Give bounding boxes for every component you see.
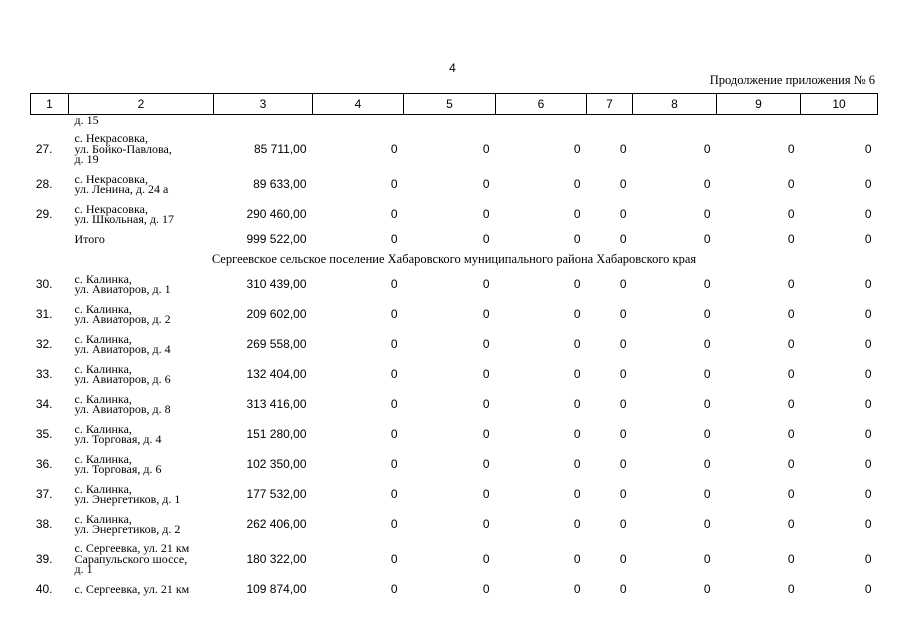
value-cell: 0 (482, 276, 490, 291)
address-line: с. Калинка, (74, 421, 132, 436)
value-cell: 0 (787, 396, 795, 411)
column-header: 1 (31, 94, 69, 115)
value-cell: 0 (573, 336, 581, 351)
address-cell (69, 539, 214, 579)
value-cell: 0 (482, 551, 490, 566)
cost-cell: 313 416,00 (246, 396, 307, 411)
address-line: ул. Авиаторов, д. 2 (74, 312, 171, 326)
column-header: 8 (633, 94, 717, 115)
address-line: ул. Школьная, д. 17 (74, 212, 174, 226)
table-row (31, 509, 878, 539)
address-line: с. Сергеевка, ул. 21 км (74, 581, 190, 596)
value-cell: 0 (390, 276, 398, 291)
value-cell: 0 (864, 176, 872, 191)
row-number: 33. (35, 366, 53, 381)
value-cell: 0 (787, 456, 795, 471)
value-cell: 0 (864, 551, 872, 566)
column-header: 5 (404, 94, 496, 115)
value-cell: 0 (390, 486, 398, 501)
cost-cell: 310 439,00 (246, 276, 307, 291)
value-cell: 0 (864, 486, 872, 501)
value-cell: 0 (703, 581, 711, 596)
total-value-cell: 0 (619, 231, 627, 246)
value-cell: 0 (390, 456, 398, 471)
table-row (31, 579, 878, 599)
value-cell: 0 (864, 336, 872, 351)
value-cell: 0 (703, 336, 711, 351)
value-cell: 0 (619, 396, 627, 411)
value-cell: 0 (573, 551, 581, 566)
value-cell: 0 (864, 456, 872, 471)
total-value-cell: 0 (864, 231, 872, 246)
address-line: д. 19 (74, 152, 99, 167)
value-cell: 0 (864, 396, 872, 411)
value-cell: 0 (703, 306, 711, 321)
address-line: с. Калинка, (74, 451, 132, 466)
value-cell: 0 (787, 176, 795, 191)
value-cell: 0 (482, 336, 490, 351)
table-row (31, 389, 878, 419)
address-line: с. Калинка, (74, 271, 132, 286)
address-line: ул. Энергетиков, д. 1 (74, 492, 181, 506)
table-row (31, 419, 878, 449)
column-header: 6 (496, 94, 587, 115)
row-number: 36. (35, 456, 53, 471)
total-value-cell: 0 (482, 231, 490, 246)
table-row (31, 129, 878, 169)
address-line: ул. Ленина, д. 24 а (74, 182, 169, 196)
cost-cell: 89 633,00 (253, 176, 307, 191)
cost-cell: 132 404,00 (246, 366, 307, 381)
cost-cell: 180 322,00 (246, 551, 307, 566)
value-cell: 0 (482, 456, 490, 471)
value-cell: 0 (787, 276, 795, 291)
column-header: 4 (313, 94, 404, 115)
address-line: с. Некрасовка, (74, 201, 148, 216)
value-cell: 0 (787, 306, 795, 321)
value-cell: 0 (482, 366, 490, 381)
value-cell: 0 (573, 486, 581, 501)
value-cell: 0 (787, 366, 795, 381)
value-cell: 0 (619, 336, 627, 351)
value-cell: 0 (390, 336, 398, 351)
value-cell: 0 (482, 396, 490, 411)
value-cell: 0 (787, 516, 795, 531)
value-cell: 0 (787, 581, 795, 596)
page-number: 4 (449, 61, 456, 75)
address-cell (69, 299, 214, 329)
continued-row (31, 115, 878, 130)
value-cell: 0 (703, 456, 711, 471)
value-cell: 0 (619, 206, 627, 221)
address-line: ул. Торговая, д. 6 (74, 462, 162, 476)
table-row (31, 299, 878, 329)
value-cell: 0 (864, 366, 872, 381)
value-cell: 0 (573, 426, 581, 441)
row-number: 34. (35, 396, 53, 411)
value-cell: 0 (619, 426, 627, 441)
value-cell: 0 (573, 306, 581, 321)
value-cell: 0 (619, 581, 627, 596)
total-label: Итого (74, 231, 105, 246)
continuation-title: Продолжение приложения № 6 (709, 73, 875, 87)
value-cell: 0 (482, 486, 490, 501)
address-line: ул. Торговая, д. 4 (74, 432, 162, 446)
row-number: 29. (35, 206, 53, 221)
address-cell (69, 359, 214, 389)
address-cell (69, 579, 214, 599)
value-cell: 0 (787, 426, 795, 441)
cost-cell: 177 532,00 (246, 486, 307, 501)
total-row (31, 229, 878, 249)
address-line: с. Некрасовка, (74, 131, 148, 146)
value-cell: 0 (573, 141, 581, 156)
value-cell: 0 (787, 336, 795, 351)
row-number: 28. (35, 176, 53, 191)
value-cell: 0 (703, 206, 711, 221)
value-cell: 0 (619, 456, 627, 471)
total-value-cell: 0 (390, 231, 398, 246)
cost-cell: 151 280,00 (246, 426, 307, 441)
cost-cell: 290 460,00 (246, 206, 307, 221)
value-cell: 0 (787, 141, 795, 156)
row-number: 40. (35, 581, 53, 596)
value-cell: 0 (573, 456, 581, 471)
address-line: ул. Авиаторов, д. 1 (74, 282, 171, 296)
address-line: с. Калинка, (74, 331, 132, 346)
value-cell: 0 (482, 141, 490, 156)
value-cell: 0 (703, 551, 711, 566)
value-cell: 0 (703, 486, 711, 501)
total-cost-cell: 999 522,00 (246, 231, 307, 246)
value-cell: 0 (482, 176, 490, 191)
value-cell: 0 (619, 366, 627, 381)
address-cell (69, 129, 214, 169)
allocation-table (30, 93, 878, 599)
value-cell: 0 (619, 276, 627, 291)
address-cell (69, 169, 214, 199)
value-cell: 0 (390, 516, 398, 531)
value-cell: 0 (482, 516, 490, 531)
value-cell: 0 (787, 206, 795, 221)
value-cell: 0 (573, 276, 581, 291)
address-line: ул. Авиаторов, д. 6 (74, 372, 171, 386)
column-header: 2 (69, 94, 214, 115)
address-cell (69, 389, 214, 419)
table-row (31, 359, 878, 389)
address-line: с. Калинка, (74, 481, 132, 496)
value-cell: 0 (390, 396, 398, 411)
value-cell: 0 (703, 141, 711, 156)
row-number: 31. (35, 306, 53, 321)
value-cell: 0 (573, 206, 581, 221)
row-number: 38. (35, 516, 53, 531)
address-line: ул. Энергетиков, д. 2 (74, 522, 181, 536)
value-cell: 0 (390, 426, 398, 441)
address-cell (69, 449, 214, 479)
table-row (31, 329, 878, 359)
address-line: с. Калинка, (74, 511, 132, 526)
value-cell: 0 (864, 141, 872, 156)
value-cell: 0 (864, 206, 872, 221)
value-cell: 0 (573, 396, 581, 411)
value-cell: 0 (787, 486, 795, 501)
value-cell: 0 (787, 551, 795, 566)
value-cell: 0 (864, 306, 872, 321)
table-row (31, 539, 878, 579)
continued-address: д. 15 (74, 113, 99, 127)
value-cell: 0 (703, 366, 711, 381)
value-cell: 0 (390, 366, 398, 381)
table-row (31, 449, 878, 479)
value-cell: 0 (482, 426, 490, 441)
cost-cell: 269 558,00 (246, 336, 307, 351)
value-cell: 0 (390, 581, 398, 596)
row-number: 35. (35, 426, 53, 441)
address-line: с. Калинка, (74, 391, 132, 406)
value-cell: 0 (573, 176, 581, 191)
value-cell: 0 (573, 516, 581, 531)
total-value-cell: 0 (703, 231, 711, 246)
value-cell: 0 (390, 306, 398, 321)
value-cell: 0 (573, 366, 581, 381)
value-cell: 0 (864, 276, 872, 291)
address-line: с. Некрасовка, (74, 171, 148, 186)
address-line: с. Сергеевка, ул. 21 км (74, 541, 190, 556)
column-header: 10 (801, 94, 878, 115)
column-number-header (31, 94, 878, 115)
total-value-cell: 0 (573, 231, 581, 246)
address-line: Сарапульского шоссе, (74, 551, 188, 566)
row-number: 39. (35, 551, 53, 566)
cost-cell: 109 874,00 (246, 581, 307, 596)
value-cell: 0 (619, 141, 627, 156)
address-line: д. 1 (74, 562, 93, 577)
total-value-cell: 0 (787, 231, 795, 246)
table-row (31, 479, 878, 509)
address-line: ул. Бойко-Павлова, (74, 141, 172, 156)
address-line: ул. Авиаторов, д. 4 (74, 342, 171, 356)
value-cell: 0 (482, 581, 490, 596)
value-cell: 0 (703, 516, 711, 531)
address-line: с. Калинка, (74, 301, 132, 316)
address-cell (69, 329, 214, 359)
section-row (31, 249, 878, 269)
value-cell: 0 (390, 206, 398, 221)
address-cell (69, 479, 214, 509)
row-number: 30. (35, 276, 53, 291)
cost-cell: 102 350,00 (246, 456, 307, 471)
value-cell: 0 (390, 176, 398, 191)
row-number: 27. (35, 141, 53, 156)
value-cell: 0 (864, 516, 872, 531)
address-cell (69, 269, 214, 299)
address-cell (69, 199, 214, 229)
table-row (31, 169, 878, 199)
cost-cell: 209 602,00 (246, 306, 307, 321)
value-cell: 0 (573, 581, 581, 596)
address-cell (69, 509, 214, 539)
address-cell (69, 419, 214, 449)
value-cell: 0 (703, 276, 711, 291)
cost-cell: 262 406,00 (246, 516, 307, 531)
value-cell: 0 (619, 551, 627, 566)
value-cell: 0 (703, 396, 711, 411)
value-cell: 0 (864, 581, 872, 596)
address-line: ул. Авиаторов, д. 8 (74, 402, 171, 416)
column-header: 7 (587, 94, 633, 115)
value-cell: 0 (482, 306, 490, 321)
value-cell: 0 (619, 486, 627, 501)
value-cell: 0 (390, 551, 398, 566)
value-cell: 0 (703, 176, 711, 191)
column-header: 3 (214, 94, 313, 115)
row-number: 37. (35, 486, 53, 501)
row-number: 32. (35, 336, 53, 351)
address-line: с. Калинка, (74, 361, 132, 376)
cost-cell: 85 711,00 (254, 141, 307, 156)
value-cell: 0 (619, 176, 627, 191)
value-cell: 0 (703, 426, 711, 441)
table-row (31, 199, 878, 229)
value-cell: 0 (619, 306, 627, 321)
section-title: Сергеевское сельское поселение Хабаровского муниципального района Хабаровского края (211, 251, 697, 266)
value-cell: 0 (390, 141, 398, 156)
value-cell: 0 (864, 426, 872, 441)
table-row (31, 269, 878, 299)
column-header: 9 (717, 94, 801, 115)
value-cell: 0 (482, 206, 490, 221)
value-cell: 0 (619, 516, 627, 531)
